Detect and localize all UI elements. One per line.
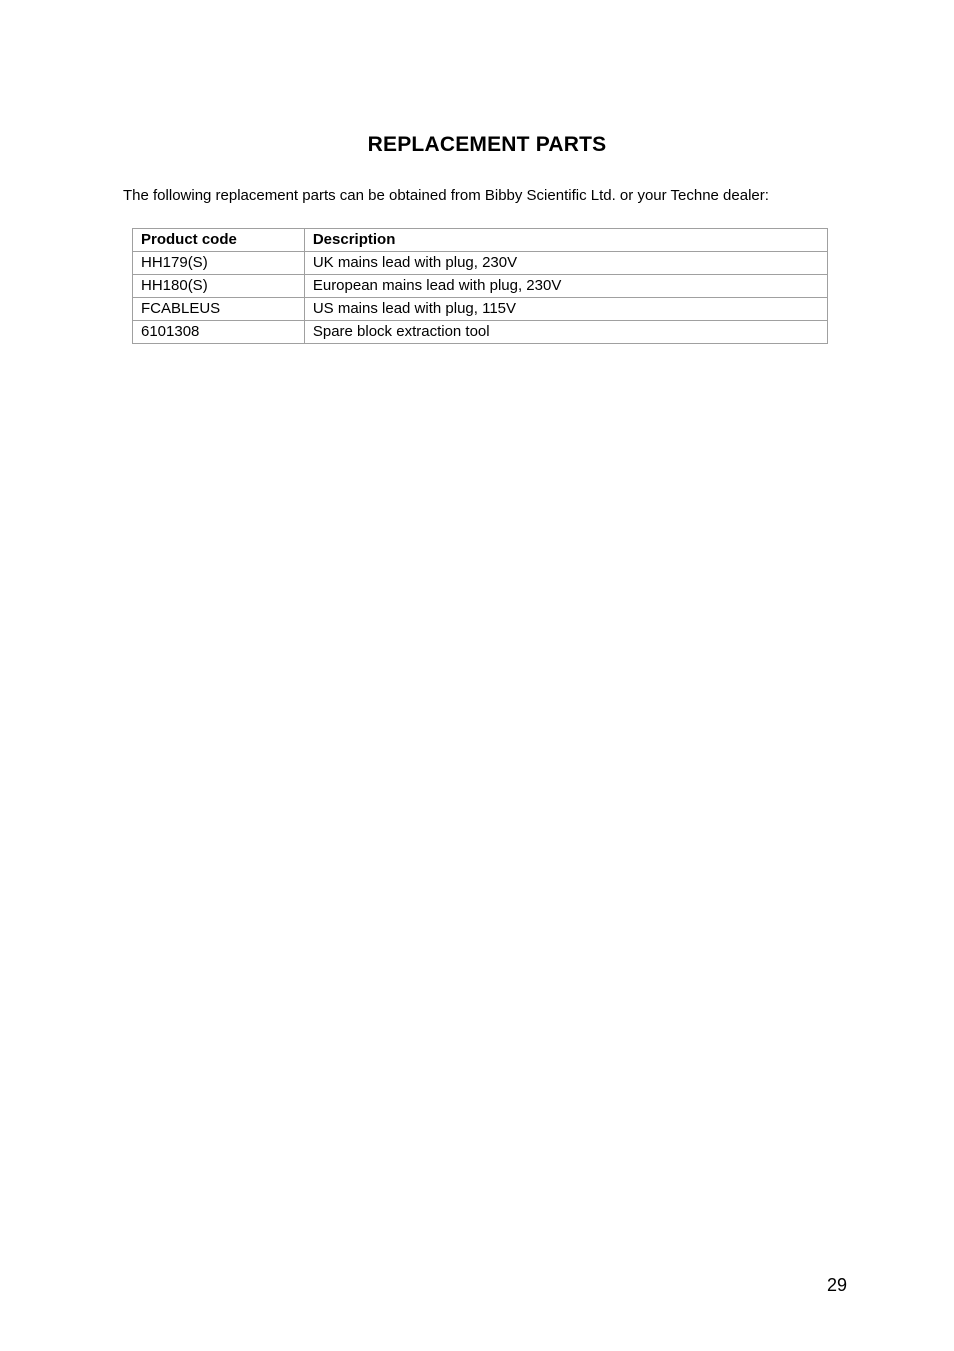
page-number: 29 <box>827 1275 848 1295</box>
description-cell: US mains lead with plug, 115V <box>304 298 827 321</box>
product-code-cell: 6101308 <box>133 321 305 344</box>
table-row <box>133 298 828 321</box>
column-header-description: Description <box>304 229 827 252</box>
table-row <box>133 321 828 344</box>
description-cell: European mains lead with plug, 230V <box>304 275 827 298</box>
description-cell: UK mains lead with plug, 230V <box>304 252 827 275</box>
table-row <box>133 275 828 298</box>
product-code-cell: HH180(S) <box>133 275 305 298</box>
replacement-parts-table <box>132 228 828 344</box>
description-cell: Spare block extraction tool <box>304 321 827 344</box>
page-title: REPLACEMENT PARTS <box>367 133 607 156</box>
column-header-product-code: Product code <box>133 229 305 252</box>
table-row <box>133 252 828 275</box>
intro-paragraph: The following replacement parts can be obtained from Bibby Scientific Ltd. or your Techne dealer: <box>123 187 769 204</box>
table-header-row <box>133 229 828 252</box>
product-code-cell: HH179(S) <box>133 252 305 275</box>
product-code-cell: FCABLEUS <box>133 298 305 321</box>
